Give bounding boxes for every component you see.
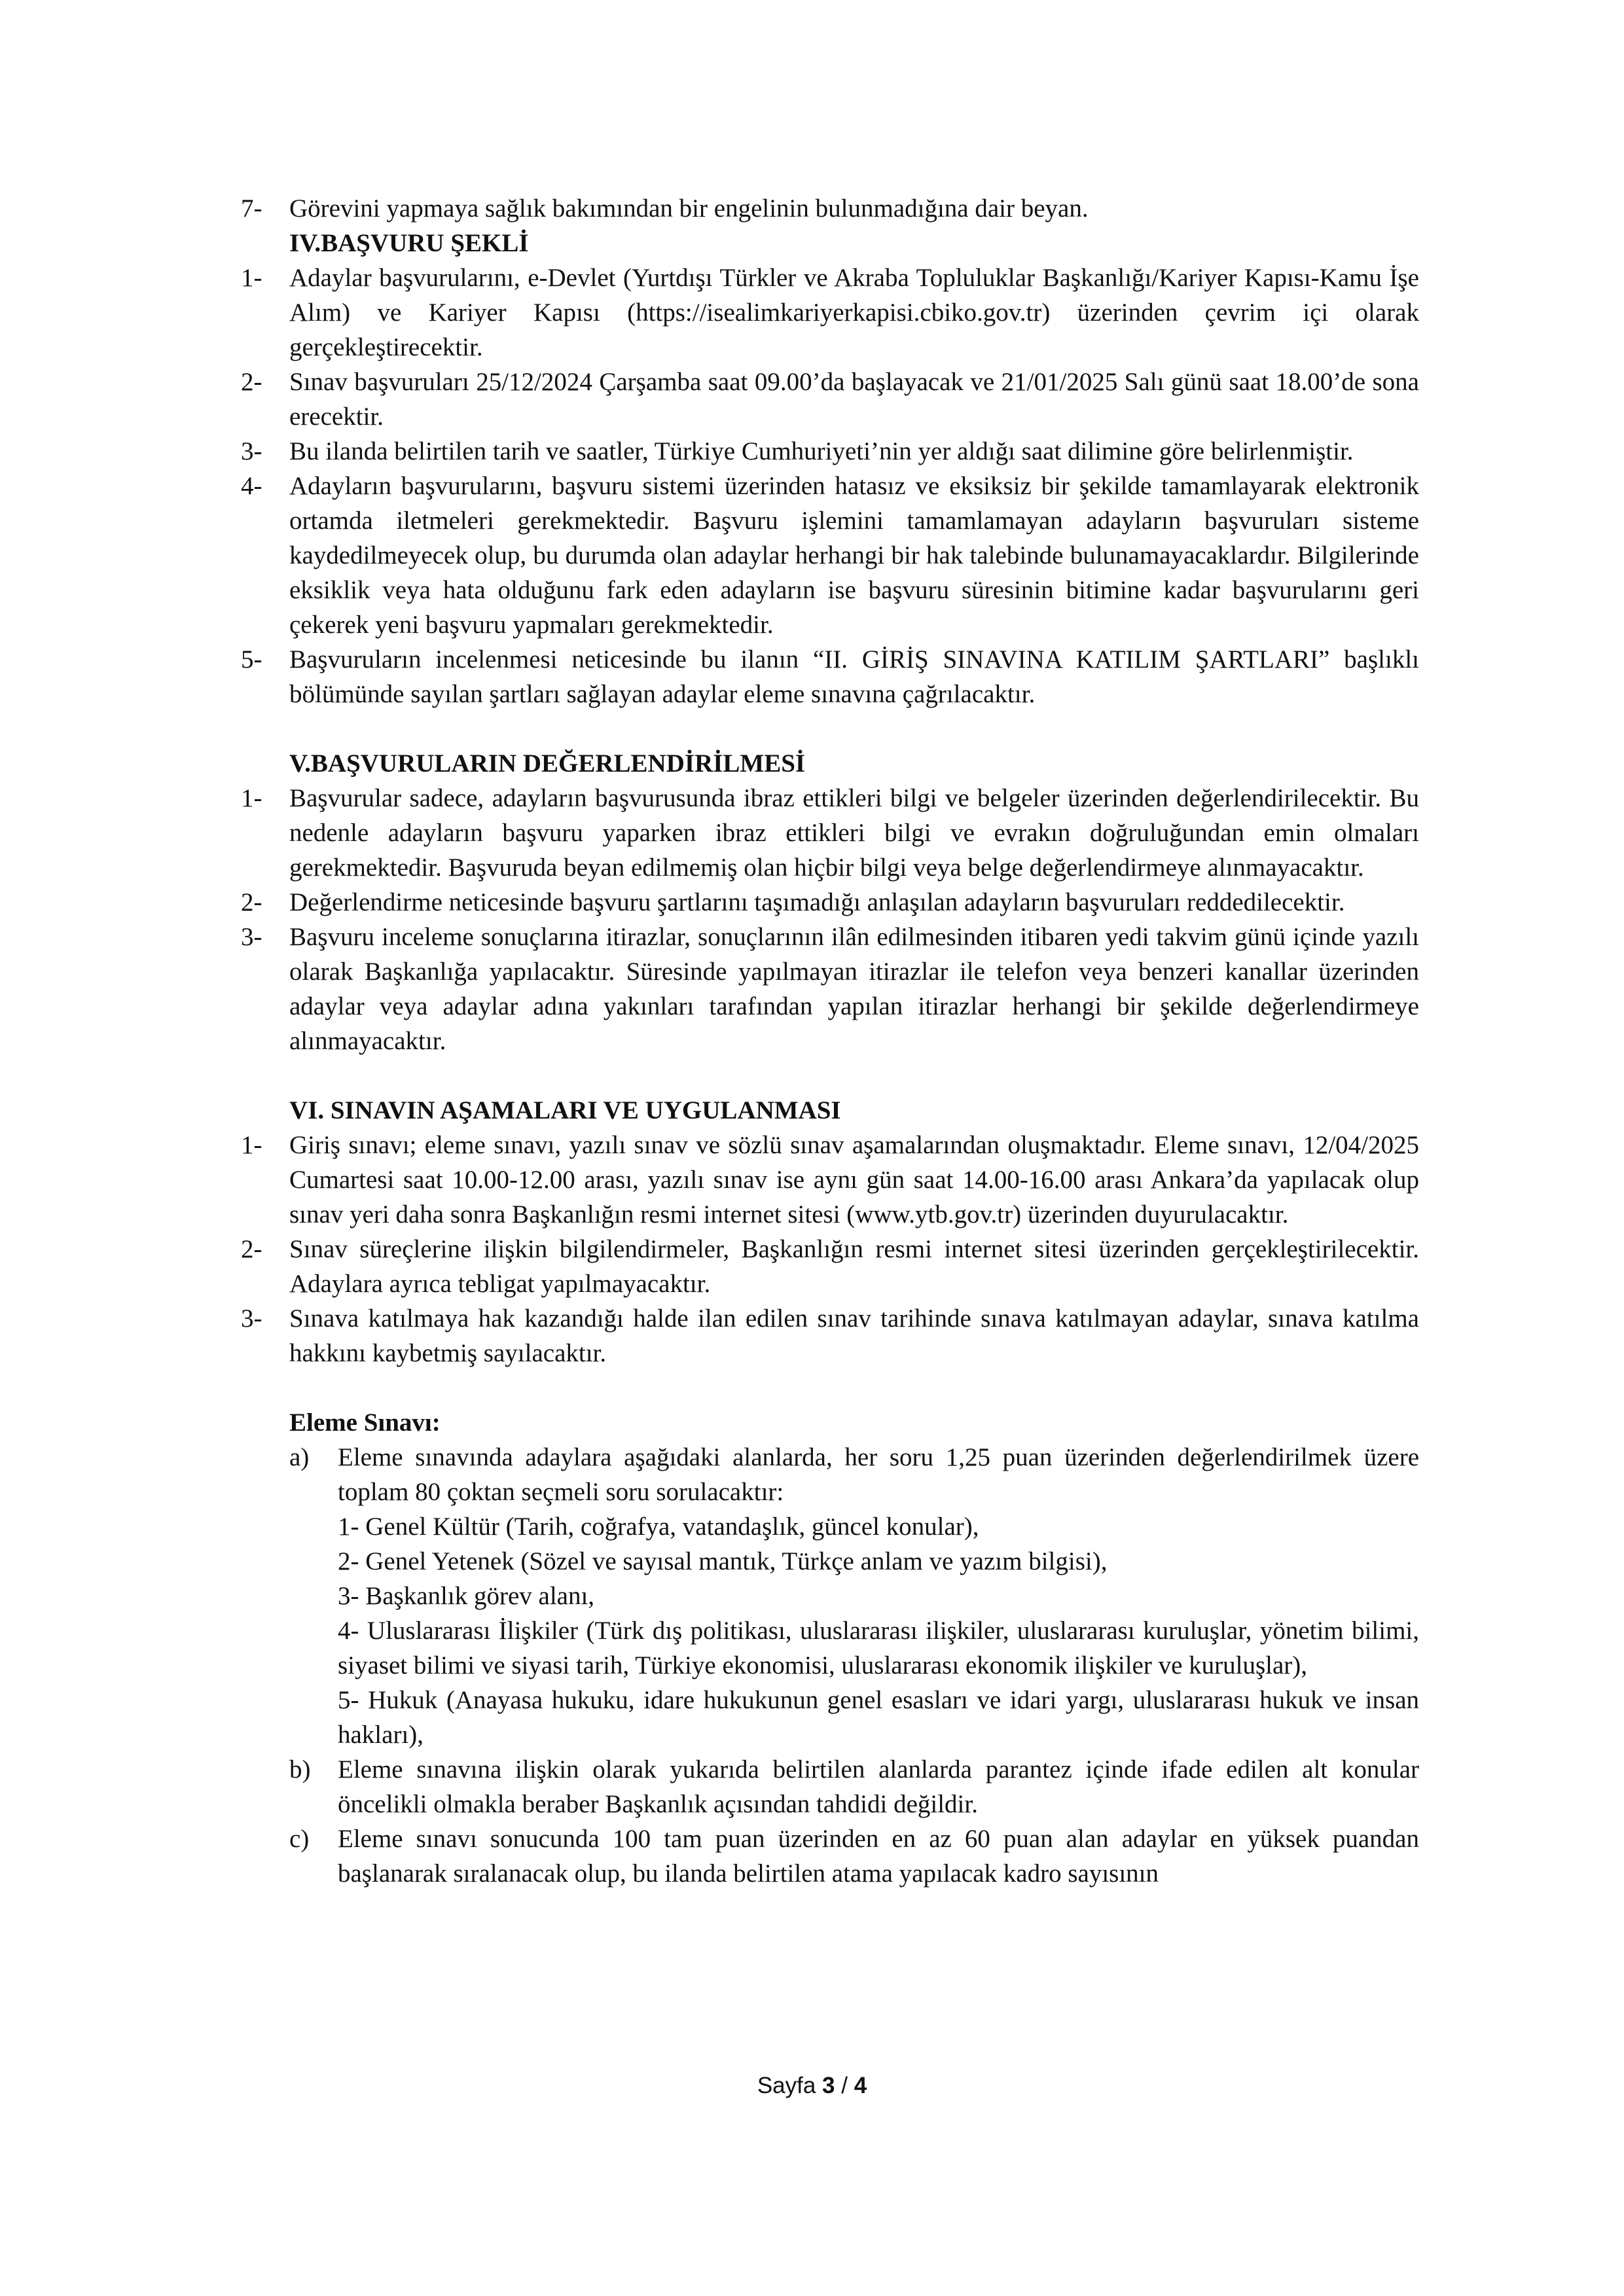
item-text: Sınav süreçlerine ilişkin bilgilendirmeler, Başkanlığın resmi internet sitesi üzerinden gerçekleştirilecektir. Adaylara ayrıca tebligat yapılmayacaktır. (289, 1235, 1419, 1298)
sub-list-item (289, 1752, 1419, 1821)
list-item (241, 1232, 1419, 1301)
item-text: Bu ilanda belirtilen tarih ve saatler, Türkiye Cumhuriyeti’nin yer aldığı saat dilimine göre belirlenmiştir. (289, 437, 1354, 465)
item-text: Adaylar başvurularını, e-Devlet (Yurtdışı Türkler ve Akraba Topluluklar Başkanlığı/Kariyer Kapısı-Kamu İşe Alım) ve Kariyer Kapısı (https://isealimkariyerkapisi.cbiko.gov.tr) üzerinden çevrim içi olarak gerçekleştirecektir. (289, 264, 1419, 361)
list-item (241, 260, 1419, 365)
topic-line: 2- Genel Yetenek (Sözel ve sayısal mantık, Türkçe anlam ve yazım bilgisi), (338, 1547, 1108, 1575)
item-number: 3- (241, 923, 262, 951)
item-text: Giriş sınavı; eleme sınavı, yazılı sınav ve sözlü sınav aşamalarından oluşmaktadır. Eleme sınavı, 12/04/2025 Cumartesi saat 10.00-12.00 arası, yazılı sınav ise aynı gün saat 14.00-16.00 arası Ankara’da yapılacak olup sınav yeri daha sonra Başkanlığın resmi internet sitesi (www.ytb.gov.tr) üzerinden duyurulacaktır. (289, 1131, 1419, 1229)
item-number: 3- (241, 437, 262, 465)
list-item (241, 434, 1419, 469)
item-text: Başvuruların incelenmesi neticesinde bu ilanın “II. GİRİŞ SINAVINA KATILIM ŞARTLARI” başlıklı bölümünde sayılan şartları sağlayan adaylar eleme sınavına çağrılacaktır. (289, 645, 1419, 708)
spacer (241, 1058, 1419, 1093)
item-number: 2- (241, 1235, 262, 1263)
section-heading-sinav-asamalari: VI. SINAVIN AŞAMALARI VE UYGULANMASI (289, 1096, 841, 1124)
item-text: Eleme sınavına ilişkin olarak yukarıda belirtilen alanlarda parantez içinde ifade edilen alt konular öncelikli olmakla beraber Başkanlık açısından tahdidi değildir. (338, 1755, 1419, 1818)
list-item (241, 1301, 1419, 1371)
item-text: Değerlendirme neticesinde başvuru şartlarını taşımadığı anlaşılan adayların başvuruları reddedilecektir. (289, 888, 1345, 916)
item-text: Sınava katılmaya hak kazandığı halde ilan edilen sınav tarihinde sınava katılmayan adaylar, sınava katılma hakkını kaybetmiş sayılacaktır. (289, 1304, 1419, 1367)
item-number: 7- (241, 194, 262, 223)
list-item (241, 469, 1419, 642)
item-number: 1- (241, 1131, 262, 1159)
item-number: 2- (241, 368, 262, 396)
section-heading-degerlendirme: V.BAŞVURULARIN DEĞERLENDİRİLMESİ (289, 749, 806, 778)
item-number: 4- (241, 472, 262, 500)
item-number: 1- (241, 784, 262, 812)
item-text: Başvuru inceleme sonuçlarına itirazlar, sonuçlarının ilân edilmesinden itibaren yedi takvim günü içinde yazılı olarak Başkanlığa yapılacaktır. Süresinde yapılmayan itirazlar ile telefon veya benzeri kanallar üzerinden adaylar veya adaylar adına yakınları tarafından yapılan itirazlar herhangi bir şekilde değerlendirmeye alınmayacaktır. (289, 923, 1419, 1055)
sub-list-item (289, 1821, 1419, 1891)
page-total: 4 (854, 2073, 867, 2098)
item-text: Eleme sınavında adaylara aşağıdaki alanlarda, her soru 1,25 puan üzerinden değerlendirilmek üzere toplam 80 çoktan seçmeli soru sorulacaktır: (338, 1443, 1419, 1506)
list-item (241, 920, 1419, 1058)
topic-line: 4- Uluslararası İlişkiler (Türk dış politikası, uluslararası ilişkiler, uluslararası kuruluşlar, yönetim bilimi, siyaset bilimi ve siyasi tarih, Türkiye ekonomisi, uluslararası ekonomik ilişkiler ve kuruluşlar), (338, 1617, 1419, 1679)
list-item (241, 885, 1419, 920)
item-letter: a) (289, 1443, 310, 1471)
item-letter: c) (289, 1825, 310, 1853)
item-text: Eleme sınavı sonucunda 100 tam puan üzerinden en az 60 puan alan adaylar en yüksek puandan başlanarak sıralanacak olup, bu ilanda belirtilen atama yapılacak kadro sayısının (338, 1825, 1419, 1888)
page-current: 3 (822, 2073, 835, 2098)
item-text: Adayların başvurularını, başvuru sistemi üzerinden hatasız ve eksiksiz bir şekilde tamamlayarak elektronik ortamda iletmeleri gerekmektedir. Başvuru işlemini tamamlamayan adayların başvuruları sisteme kaydedilmeyecek olup, bu durumda olan adaylar herhangi bir hak talebinde bulunamayacaklardır. Bilgilerinde eksiklik veya hata olduğunu fark eden adayların ise başvuru süresinin bitimine kadar başvurularını geri çekerek yeni başvuru yapmaları gerekmektedir. (289, 472, 1419, 639)
spacer (241, 1371, 1419, 1405)
item-text: Sınav başvuruları 25/12/2024 Çarşamba saat 09.00’da başlayacak ve 21/01/2025 Salı günü saat 18.00’de sona erecektir. (289, 368, 1419, 431)
item-number: 2- (241, 888, 262, 916)
item-text: Başvurular sadece, adayların başvurusunda ibraz ettikleri bilgi ve belgeler üzerinden değerlendirilecektir. Bu nedenle adayların başvuru yaparken ibraz ettikleri bilgi ve evrakın doğruluğundan emin olmaları gerekmektedir. Başvuruda beyan edilmemiş olan hiçbir bilgi veya belge değerlendirmeye alınmayacaktır. (289, 784, 1419, 882)
spacer (241, 711, 1419, 746)
page-label: Sayfa (757, 2073, 816, 2098)
list-item (241, 365, 1419, 434)
topic-line: 1- Genel Kültür (Tarih, coğrafya, vatandaşlık, güncel konular), (338, 1513, 979, 1541)
section-heading-basvuru-sekli: IV.BAŞVURU ŞEKLİ (289, 229, 529, 257)
page-separator: / (841, 2073, 848, 2098)
item-text: Görevini yapmaya sağlık bakımından bir engelinin bulunmadığına dair beyan. (289, 194, 1089, 223)
list-item (241, 191, 1419, 226)
item-number: 3- (241, 1304, 262, 1333)
item-letter: b) (289, 1755, 311, 1784)
item-body (338, 1440, 1419, 1752)
item-number: 5- (241, 645, 262, 673)
topic-line: 5- Hukuk (Anayasa hukuku, idare hukukunun genel esasları ve idari yargı, uluslararası hukuk ve insan hakları), (338, 1686, 1419, 1749)
subsection-heading-eleme-sinavi: Eleme Sınavı: (289, 1408, 441, 1437)
list-item (241, 781, 1419, 885)
document-body (241, 191, 1419, 1891)
sub-list-item (289, 1440, 1419, 1752)
topic-line: 3- Başkanlık görev alanı, (338, 1582, 595, 1610)
page-footer (0, 2068, 1624, 2103)
item-number: 1- (241, 264, 262, 292)
list-item (241, 642, 1419, 711)
list-item (241, 1128, 1419, 1232)
